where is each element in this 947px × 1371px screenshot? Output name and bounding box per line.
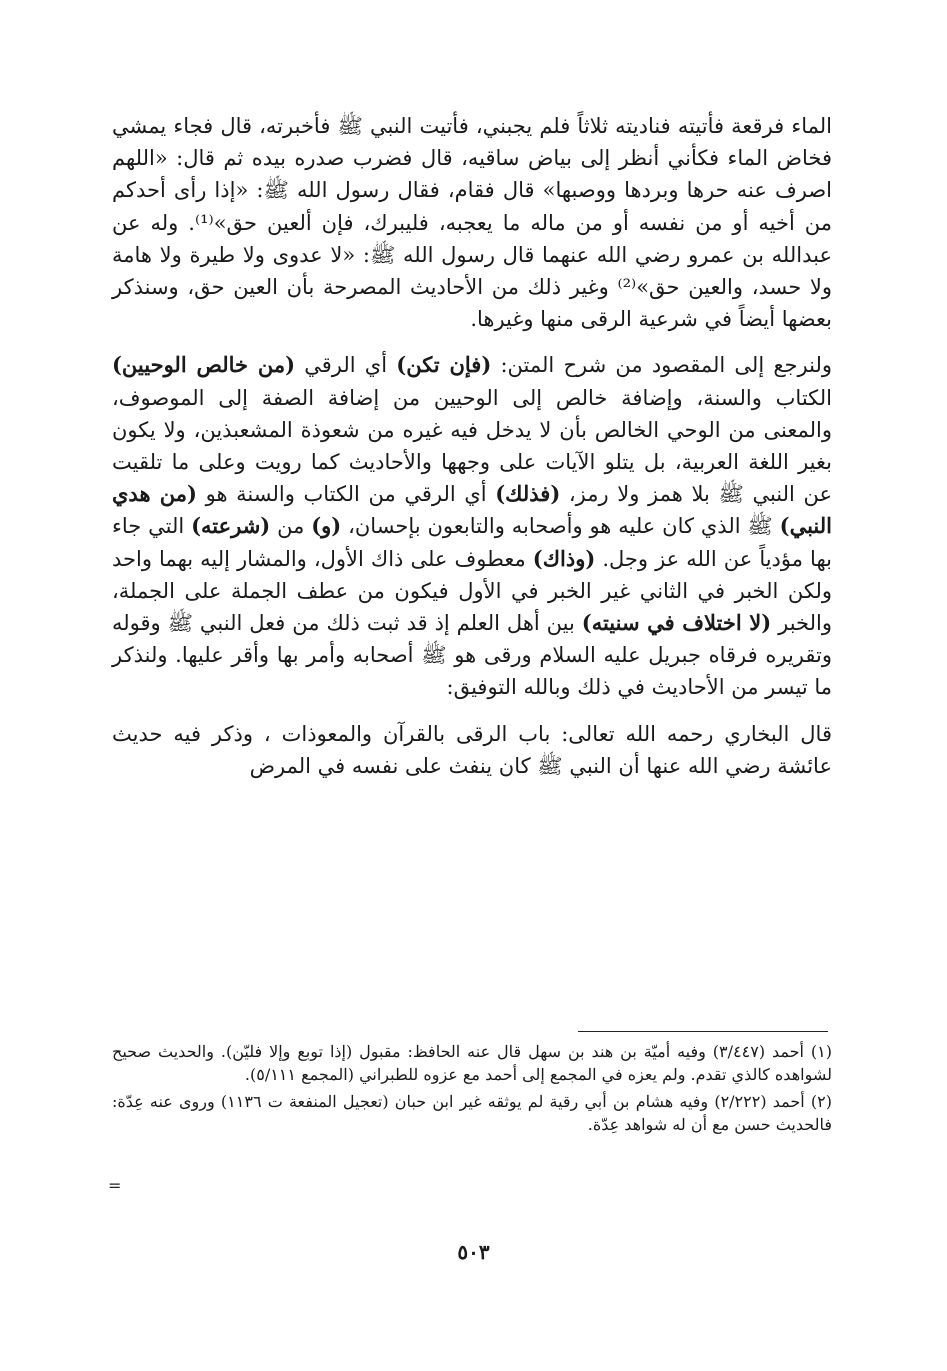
paragraph-1-text: الماء فرقعة فأتيته فناديته ثلاثاً فلم يجبني، فأتيت النبي ﷺ فأخبرته، قال فجاء يمشي فخاض الماء فكأني أنظر إلى بياض ساقيه، قال فضرب صدره بيده ثم قال: «اللهم اصرف عنه حرها وبردها ووصبها» قال فقام، فقال رسول الله ﷺ: «إذا رأى أحدكم من أخيه أو من نفسه أو من ماله ما يعجبه، فليبرك، فإن ألعين حق»⁽¹⁾. وله عن عبدالله بن عمرو رضي الله عنهما قال رسول الله ﷺ: «لا عدوى ولا طيرة ولا هامة ولا حسد، والعين حق»⁽²⁾ وغير ذلك من الأحاديث المصرحة بأن العين حق، وسنذكر بعضها أيضاً في شرعية الرقى منها وغيرها. [112,114,833,332]
paragraph-3 [112,718,832,782]
paragraph-2-text-3: الكتاب والسنة، وإضافة خالص إلى الوحيين من إضافة الصفة إلى الموصوف، والمعنى من الوحي الخالص بأن لا يدخل فيه غيره من شعوذة المشعبذين، ولا يكون بغير اللغة العربية، بل يتلو الآيات على وجهها والأحاديث كما رويت وعلى ما تلقيت عن النبي ﷺ بلا همز ولا رمز، [112,385,833,507]
bold-phrase-8: (لا اختلاف في سنيته) [581,610,772,636]
footnote-2: (٢) أحمد (٢/٢٢٢) وفيه هشام بن أبي رقية لم يوثقه غير ابن حبان (تعجيل المنفعة ت ١١٣٦) وروى عنه عِدّة: فالحديث حسن مع أن له شواهد عِدّة. [112,1092,832,1134]
bold-phrase-3: (فذلك) [495,481,561,507]
paragraph-2-text-6: من [270,514,312,539]
bold-phrase-4: (من هدي النبي) [112,481,833,539]
bold-phrase-7: (وذاك) [532,545,596,571]
footnote-1: (١) أحمد (٣/٤٤٧) وفيه أميّة بن هند بن سهل قال عنه الحافظ: مقبول (إذا توبع وإلا فليّن). والحديث صحيح لشواهده كالذي تقدم. ولم يعزه في المجمع إلى أحمد مع عزوه للطبراني (المجمع ٥/١١١). [112,1042,832,1084]
paragraph-1 [112,110,832,335]
continuation-marker: = [108,1176,122,1195]
bold-phrase-6: (شرعته) [191,513,271,539]
paragraph-2-text-5: ﷺ الذي كان عليه هو وأصحابه والتابعون بإحسان، [341,514,780,539]
bold-phrase-2: (من خالص الوحيين) [112,352,296,378]
footnote-divider [578,1031,828,1032]
main-text [112,110,832,782]
paragraph-2-text-7: التي جاء بها مؤدياً عن الله عز وجل. [112,514,832,571]
footnotes [112,1040,832,1140]
paragraph-2-text-1: ولنرجع إلى المقصود من شرح المتن: [491,353,832,378]
page-number: ٥٠٣ [457,1240,490,1264]
paragraph-2-text-9: بين أهل العلم إذ قد ثبت ذلك من فعل النبي ﷺ وقوله وتقريره فرقاه جبريل عليه السلام ورقى هو ﷺ أصحابه وأمر بها وأقر عليها. ولنذكر ما تيسر من الأحاديث في ذلك وبالله التوفيق: [112,611,832,700]
bold-phrase-5: (و) [311,513,342,539]
paragraph-3-text: قال البخاري رحمه الله تعالى: باب الرقى بالقرآن والمعوذات ، وذكر فيه حديث عائشة رضي الله عنها أن النبي ﷺ كان ينفث على نفسه في المرض [112,721,832,778]
paragraph-2-text-2: أي الرقي [295,353,397,378]
paragraph-2-text-4: أي الرقي من الكتاب والسنة هو [196,482,496,507]
paragraph-2-text-8: معطوف على ذاك الأول، والمشار إليه بهما واحد ولكن الخبر في الثاني غير الخبر في الأول فيكون من عطف الجملة على الجملة، والخبر [112,546,832,636]
paragraph-2 [112,349,832,703]
bold-phrase-1: (فإن تكن) [396,352,492,378]
